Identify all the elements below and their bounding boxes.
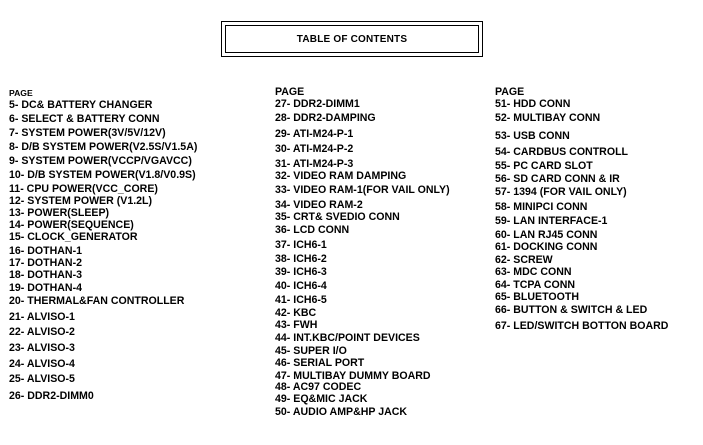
toc-entry: 6- SELECT & BATTERY CONN — [9, 113, 160, 125]
toc-entry: 59- LAN INTERFACE-1 — [495, 215, 608, 227]
toc-entry: 19- DOTHAN-4 — [9, 282, 82, 294]
toc-entry: 22- ALVISO-2 — [9, 326, 75, 338]
toc-entry: 34- VIDEO RAM-2 — [275, 199, 363, 211]
toc-entry: 61- DOCKING CONN — [495, 241, 598, 253]
toc-entry: 41- ICH6-5 — [275, 294, 327, 306]
document-title: TABLE OF CONTENTS — [296, 33, 408, 45]
toc-entry: 10- D/B SYSTEM POWER(V1.8/V0.9S) — [9, 169, 196, 181]
toc-entry: 5- DC& BATTERY CHANGER — [9, 99, 153, 111]
toc-entry: 9- SYSTEM POWER(VCCP/VGAVCC) — [9, 155, 192, 167]
toc-entry: 51- HDD CONN — [495, 98, 571, 110]
column-header: PAGE — [495, 86, 525, 98]
toc-entry: 62- SCREW — [495, 254, 553, 266]
toc-entry: 21- ALVISO-1 — [9, 311, 75, 323]
toc-entry: 37- ICH6-1 — [275, 239, 327, 251]
toc-entry: 53- USB CONN — [495, 130, 570, 142]
toc-entry: 63- MDC CONN — [495, 266, 572, 278]
toc-entry: 33- VIDEO RAM-1(FOR VAIL ONLY) — [275, 184, 450, 196]
toc-entry: 31- ATI-M24-P-3 — [275, 158, 354, 170]
title-box-inner — [225, 25, 479, 53]
toc-entry: 20- THERMAL&FAN CONTROLLER — [9, 295, 185, 307]
toc-entry: 35- CRT& SVEDIO CONN — [275, 211, 400, 223]
toc-entry: 26- DDR2-DIMM0 — [9, 390, 94, 402]
toc-entry: 30- ATI-M24-P-2 — [275, 143, 354, 155]
toc-entry: 36- LCD CONN — [275, 224, 350, 236]
toc-entry: 44- INT.KBC/POINT DEVICES — [275, 332, 420, 344]
toc-entry: 45- SUPER I/O — [275, 345, 347, 357]
toc-entry: 58- MINIPCI CONN — [495, 201, 588, 213]
toc-entry: 57- 1394 (FOR VAIL ONLY) — [495, 186, 627, 198]
title-box — [221, 21, 483, 57]
toc-entry: 16- DOTHAN-1 — [9, 245, 82, 257]
toc-entry: 39- ICH6-3 — [275, 266, 327, 278]
toc-entry: 15- CLOCK_GENERATOR — [9, 231, 138, 243]
toc-entry: 24- ALVISO-4 — [9, 358, 75, 370]
column-header: PAGE — [9, 88, 33, 98]
toc-entry: 13- POWER(SLEEP) — [9, 207, 110, 219]
toc-entry: 60- LAN RJ45 CONN — [495, 229, 598, 241]
toc-entry: 29- ATI-M24-P-1 — [275, 128, 354, 140]
toc-entry: 48- AC97 CODEC — [275, 381, 362, 393]
toc-entry: 12- SYSTEM POWER (V1.2L) — [9, 195, 153, 207]
toc-entry: 66- BUTTON & SWITCH & LED — [495, 304, 648, 316]
toc-entry: 7- SYSTEM POWER(3V/5V/12V) — [9, 127, 166, 139]
toc-entry: 50- AUDIO AMP&HP JACK — [275, 406, 408, 418]
toc-entry: 17- DOTHAN-2 — [9, 257, 82, 269]
toc-entry: 49- EQ&MIC JACK — [275, 393, 368, 405]
toc-entry: 64- TCPA CONN — [495, 279, 576, 291]
toc-entry: 32- VIDEO RAM DAMPING — [275, 170, 407, 182]
toc-entry: 55- PC CARD SLOT — [495, 160, 593, 172]
toc-entry: 27- DDR2-DIMM1 — [275, 98, 360, 110]
toc-entry: 14- POWER(SEQUENCE) — [9, 219, 134, 231]
toc-entry: 54- CARDBUS CONTROLL — [495, 146, 629, 158]
toc-entry: 40- ICH6-4 — [275, 280, 327, 292]
toc-entry: 18- DOTHAN-3 — [9, 269, 82, 281]
toc-entry: 56- SD CARD CONN & IR — [495, 173, 620, 185]
toc-entry: 23- ALVISO-3 — [9, 342, 75, 354]
toc-entry: 11- CPU POWER(VCC_CORE) — [9, 183, 158, 195]
toc-entry: 28- DDR2-DAMPING — [275, 112, 376, 124]
toc-entry: 67- LED/SWITCH BOTTON BOARD — [495, 320, 669, 332]
toc-entry: 42- KBC — [275, 307, 317, 319]
toc-entry: 43- FWH — [275, 319, 318, 331]
toc-entry: 8- D/B SYSTEM POWER(V2.5S/V1.5A) — [9, 141, 198, 153]
toc-entry: 38- ICH6-2 — [275, 253, 327, 265]
toc-entry: 46- SERIAL PORT — [275, 357, 365, 369]
toc-entry: 47- MULTIBAY DUMMY BOARD — [275, 370, 431, 382]
toc-entry: 65- BLUETOOTH — [495, 291, 579, 303]
column-header: PAGE — [275, 86, 305, 98]
toc-entry: 52- MULTIBAY CONN — [495, 112, 601, 124]
toc-entry: 25- ALVISO-5 — [9, 373, 75, 385]
